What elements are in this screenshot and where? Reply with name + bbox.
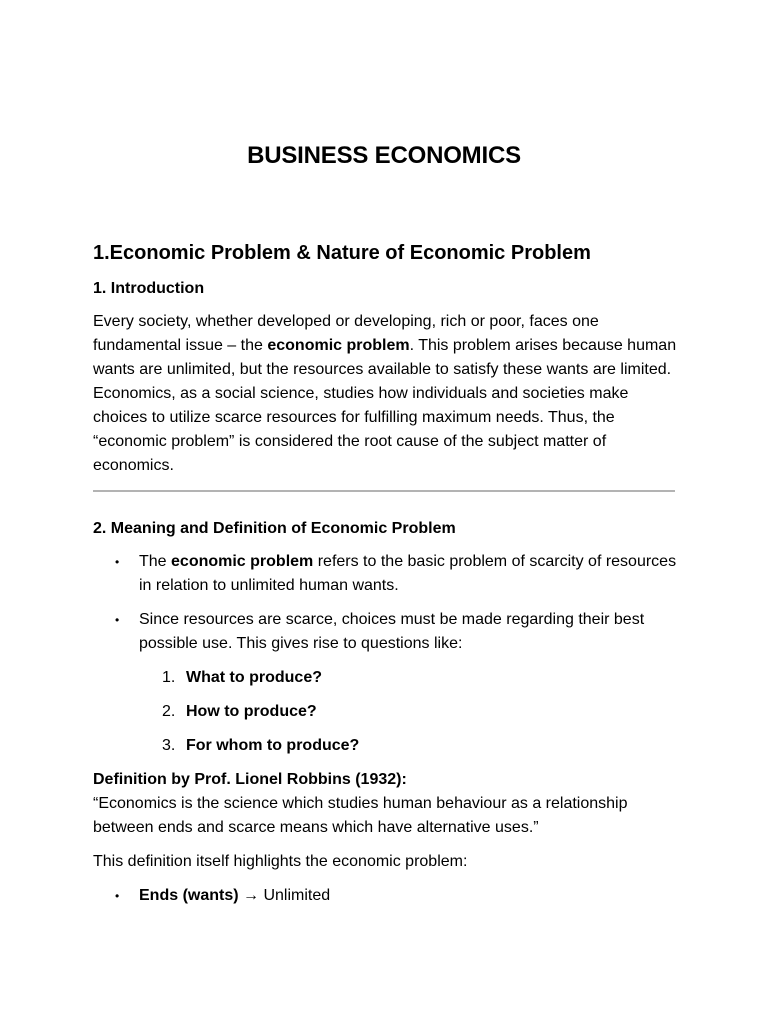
question-text: For whom to produce? (186, 737, 360, 754)
bullet1-pre: The (139, 553, 172, 570)
question-text: What to produce? (186, 669, 322, 686)
horizontal-rule (93, 490, 675, 492)
ends-bold: Ends (wants) (139, 887, 239, 904)
list-item (93, 666, 678, 690)
question-number: 1. (162, 669, 176, 686)
bullet1-bold: economic problem (171, 553, 314, 570)
question-number: 3. (162, 737, 176, 754)
meaning-bullet-list (93, 550, 678, 656)
section-heading: 1.Economic Problem & Nature of Economic Problem (93, 242, 591, 264)
highlight-paragraph: This definition itself highlights the economic problem: (93, 853, 468, 870)
bullet1-post: refers to the basic problem of scarcity of resources in relation to unlimited human wants. (139, 553, 677, 594)
bullet2-text: Since resources are scarce, choices must be made regarding their best possible use. This gives rise to questions like: (139, 611, 645, 652)
list-item (93, 700, 678, 724)
intro-bold-term: economic problem (267, 337, 410, 354)
ends-bullet-list (93, 884, 678, 908)
document-title: BUSINESS ECONOMICS (247, 142, 521, 169)
bullet-icon: • (115, 555, 120, 569)
bullet-icon: • (115, 613, 120, 627)
definition-label: Definition by Prof. Lionel Robbins (1932): (93, 771, 407, 788)
introduction-paragraph (93, 310, 678, 478)
list-item (93, 734, 678, 758)
definition-block (93, 768, 678, 840)
question-number: 2. (162, 703, 176, 720)
list-item (93, 608, 678, 656)
intro-text-part1: Every society, whether developed or developing, rich or poor, faces one fundamental issue – the (93, 313, 599, 354)
questions-list (93, 666, 678, 758)
bullet-icon: • (115, 889, 120, 903)
intro-text-part2: . This problem arises because human wants are unlimited, but the resources available to satisfy these wants are limited. Economics, as a social science, studies how individuals and societies make choices to utilize scarce resources for fulfilling maximum needs. Thus, the “economic problem” is considered the root cause of the subject matter of economics. (93, 337, 677, 474)
introduction-heading: 1. Introduction (93, 280, 205, 297)
ends-rest: → Unlimited (238, 887, 331, 904)
meaning-heading: 2. Meaning and Definition of Economic Problem (93, 520, 456, 537)
definition-quote: “Economics is the science which studies human behaviour as a relationship between ends and scarce means which have alternative uses.” (93, 795, 628, 836)
question-text: How to produce? (186, 703, 317, 720)
list-item (93, 884, 678, 908)
document-body (93, 240, 678, 918)
list-item (93, 550, 678, 598)
